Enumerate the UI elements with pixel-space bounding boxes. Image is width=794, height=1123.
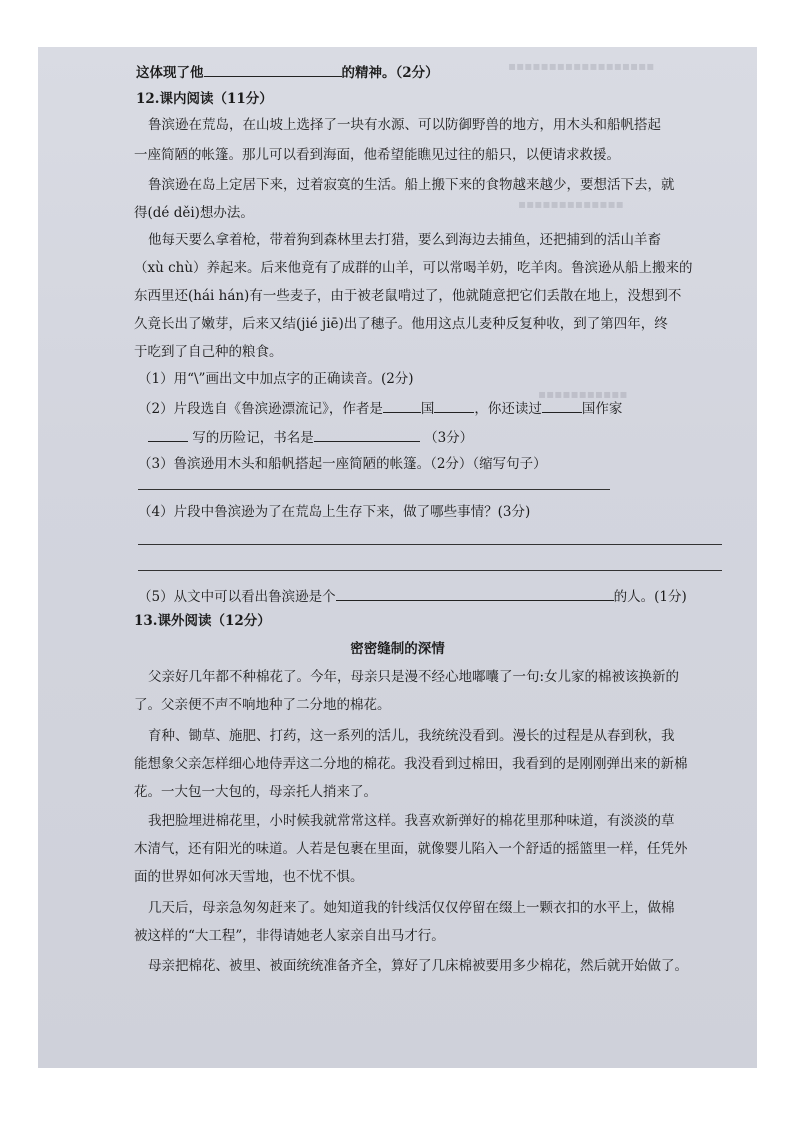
- q12-sub5-blank[interactable]: [336, 586, 614, 601]
- bleed-through-mark: ▪▪▪▪▪▪▪▪▪▪▪▪▪▪▪▪▪▪: [508, 59, 655, 73]
- q13-article-title: 密密缝制的深情: [350, 641, 445, 657]
- author-name-blank[interactable]: [434, 398, 474, 413]
- q11-tail-score: 的精神。（2分）: [341, 65, 439, 81]
- q12-sub3: （3）鲁滨逊用木头和船帆搭起一座简陋的帐篷。（2分）（缩写句子）: [138, 456, 547, 472]
- q13-paragraph-line: 花。一大包一大包的，母亲托人捎来了。: [134, 784, 377, 800]
- q13-paragraph-line: 被这样的“大工程”，非得请她老人家亲自出马才行。: [134, 928, 445, 944]
- q12-heading: 12.课内阅读（11分）: [136, 91, 273, 107]
- q12-paragraph-line: 一座简陋的帐篷。那儿可以看到海面，他希望能瞧见过往的船只，以便请求救援。: [134, 147, 620, 163]
- q13-paragraph-line: 几天后，母亲急匆匆赶来了。她知道我的针线活仅仅停留在缀上一颗衣扣的水平上，做棉: [148, 900, 675, 916]
- q13-paragraph-line: 父亲好几年都不种棉花了。今年，母亲只是漫不经心地嘟囔了一句:女儿家的棉被该换新的: [148, 669, 680, 685]
- q12-sub4-answer-line[interactable]: [138, 570, 722, 571]
- q12-sub2-text: （2）片段选自《鲁滨逊漂流记》，作者是: [138, 401, 383, 417]
- q12-paragraph-line: 得(dé děi)想办法。: [134, 205, 254, 221]
- book-title-blank[interactable]: [314, 427, 420, 442]
- q12-paragraph-line: 于吃到了自己种的粮食。: [134, 344, 283, 360]
- author-country-blank[interactable]: [383, 398, 421, 413]
- q13-paragraph-line: 育种、锄草、施肥、打药，这一系列的活儿，我统统没看到。漫长的过程是从春到秋，我: [148, 728, 675, 744]
- q12-sub2-score: （3分）: [424, 430, 474, 446]
- q13-heading: 13.课外阅读（12分）: [134, 613, 271, 629]
- q11-tail-line: [136, 62, 757, 82]
- q12-sub5-text: （5）从文中可以看出鲁滨逊是个: [138, 589, 336, 605]
- q12-sub5-line: [138, 586, 757, 606]
- q12-sub4: （4）片段中鲁滨逊为了在荒岛上生存下来，做了哪些事情？(3分): [138, 504, 531, 520]
- q12-paragraph-line: 鲁滨逊在荒岛，在山坡上选择了一块有水源、可以防御野兽的地方，用木头和船帆搭起: [148, 117, 661, 133]
- q12-sub3-answer-line[interactable]: [138, 489, 610, 490]
- q11-tail-text: 这体现了他: [136, 65, 204, 81]
- q12-paragraph-line: 久竟长出了嫩芽，后来又结(jié jiē)出了穗子。他用这点儿麦种反复种收，到了第四年，终: [134, 316, 668, 332]
- q12-sub2-text: 国作家: [581, 401, 623, 417]
- scanned-exam-page: [38, 47, 757, 1068]
- q12-sub2-text: 国: [420, 401, 435, 417]
- q13-paragraph-line: 母亲把棉花、被里、被面统统准备齐全，算好了几床棉被要用多少棉花，然后就开始做了。: [148, 958, 688, 974]
- q12-paragraph-line: 东西里还(hái hán)有一些麦子，由于被老鼠啃过了，他就随意把它们丢散在地上，没想到不: [134, 288, 682, 304]
- q11-answer-blank[interactable]: [204, 62, 342, 77]
- q12-sub2-line1: [138, 398, 757, 418]
- q12-sub4-answer-line[interactable]: [138, 544, 722, 545]
- q13-paragraph-line: 面的世界如何冰天雪地，也不忧不惧。: [134, 869, 364, 885]
- bleed-through-mark: ▪▪▪▪▪▪▪▪▪▪▪: [538, 387, 628, 401]
- bleed-through-mark: ▪▪▪▪▪▪▪▪▪▪▪▪▪: [518, 197, 624, 211]
- q13-paragraph-line: 了。父亲便不声不响地种了二分地的棉花。: [134, 697, 391, 713]
- other-author-blank[interactable]: [148, 427, 188, 442]
- q13-paragraph-line: 能想象父亲怎样细心地侍弄这二分地的棉花。我没看到过棉田，我看到的是刚刚弹出来的新棉: [134, 756, 688, 772]
- q12-sub5-score: 的人。(1分): [613, 589, 687, 605]
- q13-paragraph-line: 木清气，还有阳光的味道。人若是包裹在里面，就像婴儿陷入一个舒适的摇篮里一样，任凭外: [134, 841, 688, 857]
- q12-paragraph-line: 他每天要么拿着枪，带着狗到森林里去打猎，要么到海边去捕鱼，还把捕到的活山羊畜: [148, 232, 661, 248]
- other-country-blank[interactable]: [542, 398, 582, 413]
- q12-sub1: （1）用“\”画出文中加点字的正确读音。(2分): [138, 371, 414, 387]
- q12-sub2-text: ，你还读过: [474, 401, 542, 417]
- q12-paragraph-line: 鲁滨逊在岛上定居下来，过着寂寞的生活。船上搬下来的食物越来越少，要想活下去，就: [148, 177, 675, 193]
- q12-sub2-text: 写的历险记，书名是: [192, 430, 314, 446]
- q12-paragraph-line: （xù chù）养起来。后来他竟有了成群的山羊，可以常喝羊奶，吃羊肉。鲁滨逊从船上搬来的: [134, 260, 693, 276]
- q12-sub2-line2: [148, 427, 757, 447]
- q13-paragraph-line: 我把脸埋进棉花里，小时候我就常常这样。我喜欢新弹好的棉花里那种味道，有淡淡的草: [148, 813, 675, 829]
